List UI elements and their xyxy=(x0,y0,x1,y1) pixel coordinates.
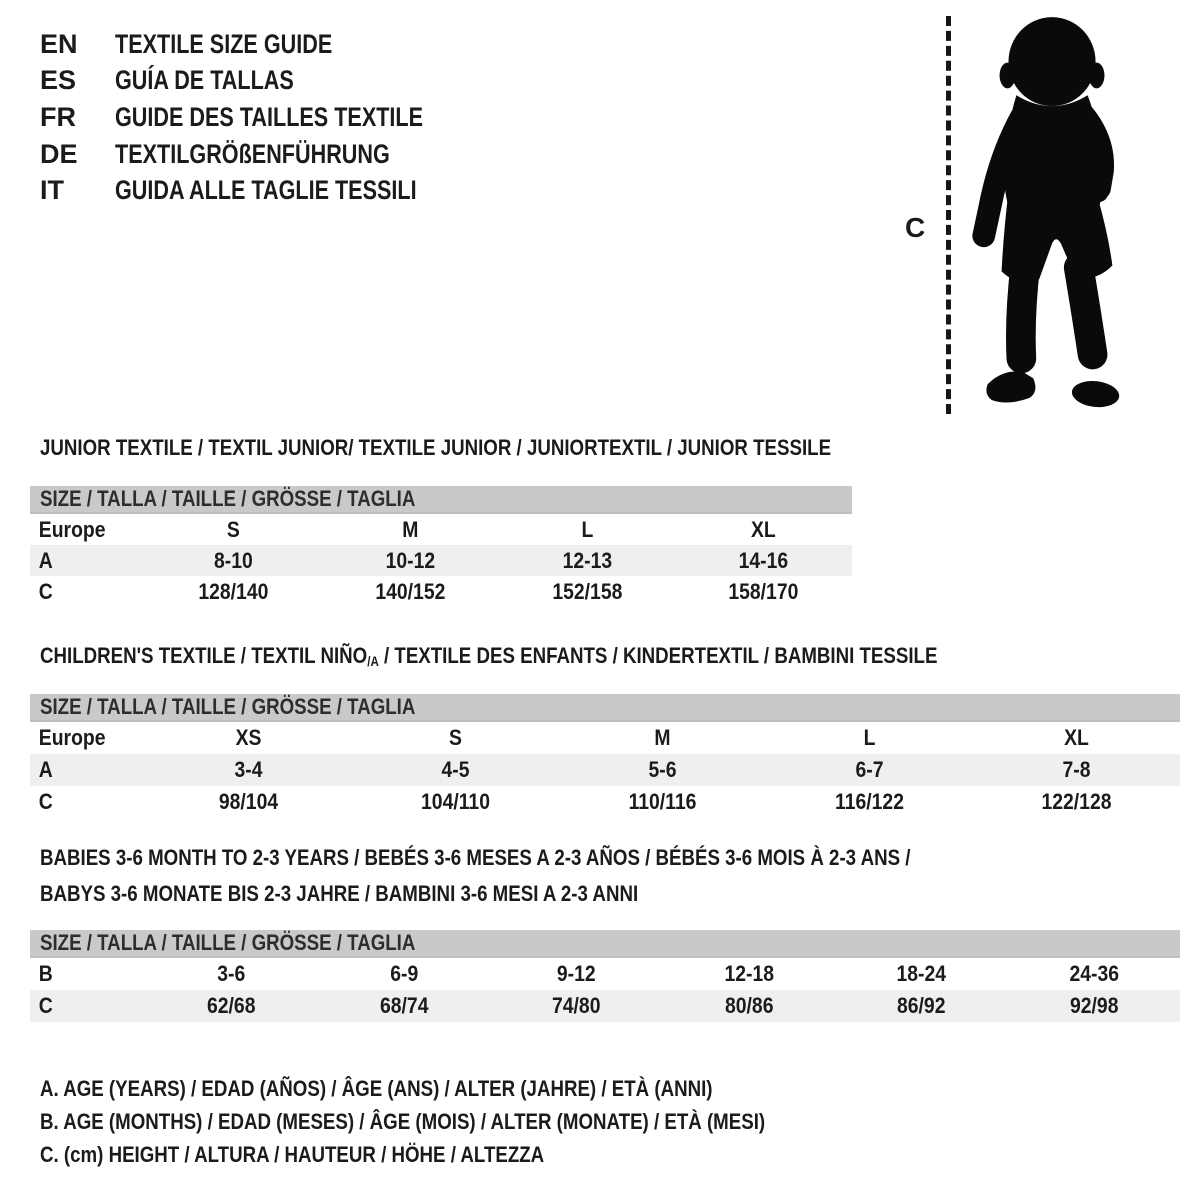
lang-title: TEXTILGRÖßENFÜHRUNG xyxy=(115,138,390,169)
babies-size-table xyxy=(30,930,1180,1022)
children-size-table xyxy=(30,694,1180,818)
size-cell: XL xyxy=(1064,725,1089,750)
lang-code: FR xyxy=(40,101,76,132)
babies-title-line2: BABYS 3-6 MONATE BIS 2-3 JAHRE / BAMBINI 3-6 MESI A 2-3 ANNI xyxy=(40,881,639,906)
size-cell: 104/110 xyxy=(421,789,490,814)
size-header-text: SIZE / TALLA / TAILLE / GRÖSSE / TAGLIA xyxy=(40,486,416,511)
lang-title: GUIDE DES TAILLES TEXTILE xyxy=(115,101,424,132)
height-measure-line xyxy=(946,16,951,414)
table-row-months xyxy=(30,958,1180,990)
size-cell: 110/116 xyxy=(628,789,697,814)
size-cell: 4-5 xyxy=(441,757,470,782)
toddler-silhouette-icon xyxy=(960,10,1148,416)
size-cell: 3-6 xyxy=(217,961,246,986)
size-cell: 3-4 xyxy=(234,757,263,782)
size-cell: 14-16 xyxy=(738,547,789,573)
size-cell: 140/152 xyxy=(375,578,446,604)
children-title-suffix: / TEXTILE DES ENFANTS / KINDERTEXTIL / BAMBINI TESSILE xyxy=(378,643,938,668)
size-cell: 80/86 xyxy=(724,993,773,1018)
babies-title-line1: BABIES 3-6 MONTH TO 2-3 YEARS / BEBÉS 3-6 MESES A 2-3 AÑOS / BÉBÉS 3-6 MOIS À 2-3 ANS / xyxy=(40,845,911,870)
lang-row-fr xyxy=(40,99,500,136)
lang-row-en xyxy=(40,26,500,63)
size-cell: 18-24 xyxy=(896,961,947,986)
table-row-age xyxy=(30,545,852,576)
lang-code: EN xyxy=(40,28,78,59)
lang-row-es xyxy=(40,63,500,100)
children-title-prefix: CHILDREN'S TEXTILE / TEXTIL NIÑO xyxy=(40,643,368,668)
size-cell: L xyxy=(863,725,876,750)
lang-row-it xyxy=(40,172,500,209)
size-cell: 12-13 xyxy=(562,547,612,573)
row-label: C xyxy=(38,993,53,1018)
size-cell: XL xyxy=(751,516,776,542)
row-label: Europe xyxy=(38,516,106,542)
size-cell: 12-18 xyxy=(723,961,774,986)
size-header-bar xyxy=(30,930,1180,958)
legend-line-c: C. (cm) HEIGHT / ALTURA / HAUTEUR / HÖHE / ALTEZZA xyxy=(40,1142,545,1167)
size-cell: S xyxy=(226,516,240,542)
lang-row-de xyxy=(40,136,500,173)
junior-size-table xyxy=(30,486,852,607)
size-cell: 158/170 xyxy=(728,578,799,604)
language-title-block xyxy=(40,26,500,209)
children-section-title xyxy=(40,642,937,673)
size-cell: 8-10 xyxy=(213,547,253,573)
row-label: A xyxy=(38,757,53,782)
table-row-europe xyxy=(30,514,852,545)
children-title-sub: /A xyxy=(367,654,379,669)
lang-code: ES xyxy=(40,65,77,96)
size-header-bar xyxy=(30,486,852,514)
size-cell: 98/104 xyxy=(218,789,279,814)
height-measure-label: C xyxy=(905,212,926,243)
row-label: C xyxy=(38,578,53,604)
babies-section-title xyxy=(40,840,1064,912)
size-cell: 5-6 xyxy=(648,757,677,782)
size-cell: 92/98 xyxy=(1069,993,1118,1018)
size-cell: 6-7 xyxy=(855,757,884,782)
table-row-height xyxy=(30,576,852,607)
size-cell: 122/128 xyxy=(1041,789,1112,814)
size-cell: 86/92 xyxy=(897,993,946,1018)
size-cell: 74/80 xyxy=(552,993,601,1018)
junior-section-title: JUNIOR TEXTILE / TEXTIL JUNIOR/ TEXTILE JUNIOR / JUNIORTEXTIL / JUNIOR TESSILE xyxy=(40,435,832,460)
size-cell: XS xyxy=(235,725,262,750)
size-cell: 62/68 xyxy=(207,993,256,1018)
size-header-text: SIZE / TALLA / TAILLE / GRÖSSE / TAGLIA xyxy=(40,694,416,719)
size-cell: 68/74 xyxy=(379,993,428,1018)
size-cell: 152/158 xyxy=(551,578,622,604)
size-cell: S xyxy=(449,725,462,750)
lang-title: TEXTILE SIZE GUIDE xyxy=(115,28,333,59)
lang-code: IT xyxy=(40,175,64,206)
table-row-age xyxy=(30,754,1180,786)
lang-title: GUÍA DE TALLAS xyxy=(115,65,294,96)
table-row-height xyxy=(30,786,1180,818)
legend-line-a: A. AGE (YEARS) / EDAD (AÑOS) / ÂGE (ANS) / ALTER (JAHRE) / ETÀ (ANNI) xyxy=(40,1076,713,1101)
size-cell: M xyxy=(402,516,419,542)
row-label: B xyxy=(38,961,53,986)
size-header-text: SIZE / TALLA / TAILLE / GRÖSSE / TAGLIA xyxy=(40,930,416,955)
size-cell: M xyxy=(654,725,671,750)
size-cell: 9-12 xyxy=(556,961,596,986)
size-cell: 128/140 xyxy=(198,578,269,604)
table-row-height xyxy=(30,990,1180,1022)
size-cell: 10-12 xyxy=(385,547,435,573)
size-header-bar xyxy=(30,694,1180,722)
legend-line-b: B. AGE (MONTHS) / EDAD (MESES) / ÂGE (MOIS) / ALTER (MONATE) / ETÀ (MESI) xyxy=(40,1109,766,1134)
row-label: Europe xyxy=(38,725,106,750)
measure-legend xyxy=(40,1072,893,1171)
size-cell: 24-36 xyxy=(1068,961,1119,986)
lang-title: GUIDA ALLE TAGLIE TESSILI xyxy=(115,175,417,206)
table-row-europe xyxy=(30,722,1180,754)
row-label: A xyxy=(38,547,53,573)
lang-code: DE xyxy=(40,138,78,169)
size-cell: 7-8 xyxy=(1062,757,1091,782)
size-cell: 6-9 xyxy=(389,961,418,986)
size-cell: 116/122 xyxy=(835,789,904,814)
row-label: C xyxy=(38,789,53,814)
size-cell: L xyxy=(580,516,593,542)
